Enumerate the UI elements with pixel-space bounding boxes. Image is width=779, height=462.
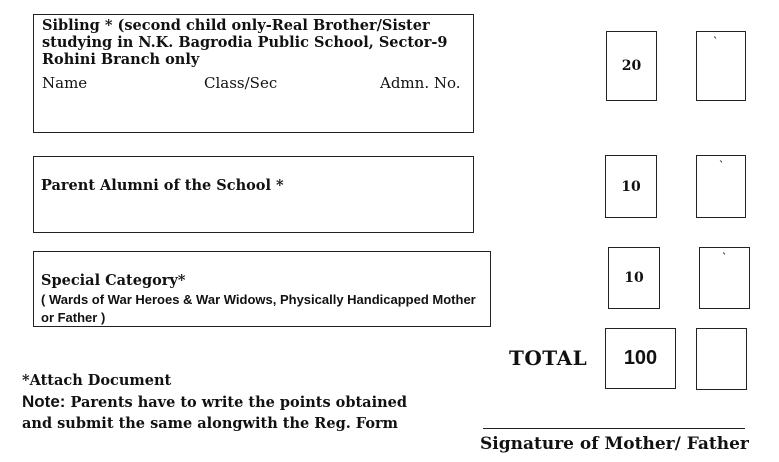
note-line-1-text: Parents have to write the points obtained xyxy=(65,394,407,411)
note-line-1 xyxy=(22,392,407,412)
sibling-name-column-label: Name xyxy=(42,74,88,92)
alumni-criterion-label: Parent Alumni of the School * xyxy=(41,177,284,194)
special-obtained-points-box[interactable] xyxy=(699,247,750,309)
attach-document-note: *Attach Document xyxy=(22,372,172,389)
sibling-tick-mark: ` xyxy=(713,37,718,48)
sibling-criterion-box xyxy=(33,14,474,133)
alumni-obtained-points-box[interactable] xyxy=(696,155,746,218)
special-category-box xyxy=(33,251,491,327)
total-obtained-points-box[interactable] xyxy=(696,328,747,390)
note-line-2: and submit the same alongwith the Reg. Form xyxy=(22,415,398,432)
special-points-value: 10 xyxy=(624,270,644,286)
sibling-points-box xyxy=(606,31,657,101)
sibling-admission-column-label: Admn. No. xyxy=(380,74,461,92)
alumni-points-box xyxy=(605,155,657,218)
alumni-tick-mark: ` xyxy=(719,161,724,172)
sibling-class-column-label: Class/Sec xyxy=(204,74,278,92)
signature-line[interactable] xyxy=(483,428,745,429)
sibling-criterion-title xyxy=(42,17,472,68)
special-tick-mark: ` xyxy=(722,253,727,264)
sibling-points-value: 20 xyxy=(621,58,642,74)
alumni-points-value: 10 xyxy=(621,178,641,195)
sibling-obtained-points-box[interactable] xyxy=(696,31,746,101)
special-category-description: ( Wards of War Heroes & War Widows, Physically Handicapped Mother or Father ) xyxy=(41,292,476,325)
alumni-criterion-box xyxy=(33,156,474,233)
total-label: TOTAL xyxy=(509,346,588,370)
note-label: Note: xyxy=(22,392,66,411)
special-category-title: Special Category* xyxy=(41,272,186,289)
total-points-box xyxy=(605,328,676,389)
signature-label: Signature of Mother/ Father xyxy=(480,434,749,454)
sibling-title-line-1: Sibling * (second child only-Real Brother/Sister xyxy=(42,17,430,34)
special-points-box xyxy=(608,247,660,309)
sibling-title-line-2: studying in N.K. Bagrodia Public School, Sector-9 xyxy=(42,34,448,51)
total-points-value: 100 xyxy=(623,347,658,369)
sibling-title-line-3: Rohini Branch only xyxy=(42,51,200,68)
